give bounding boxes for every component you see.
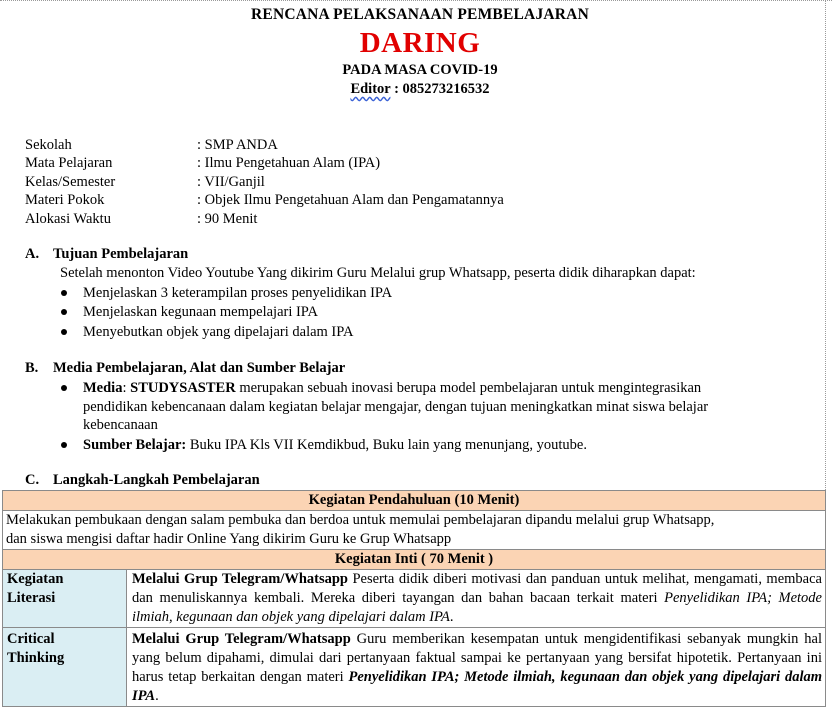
info-row-kelas <box>25 173 504 191</box>
inti-header: Kegiatan Inti ( 70 Menit ) <box>3 550 826 570</box>
critical-content <box>127 628 826 707</box>
section-letter: A. <box>25 246 40 262</box>
bullet-icon <box>61 442 67 448</box>
learning-steps-table <box>2 490 826 707</box>
bullet-icon <box>61 329 67 335</box>
bullet-icon <box>61 309 67 315</box>
critical-via: Melalui Grup Telegram/Whatsapp <box>132 631 351 647</box>
info-value: : Objek Ilmu Pengetahuan Alam dan Pengamatannya <box>197 192 504 209</box>
literasi-topic: Penyelidikan IPA; Metode ilmiah, kegunaan dan objek yang dipelajari dalam IPA <box>132 590 822 625</box>
pendahuluan-header: Kegiatan Pendahuluan (10 Menit) <box>3 491 826 511</box>
info-value: : 90 Menit <box>197 210 258 227</box>
pendahuluan-cell <box>3 511 826 550</box>
sumber-value: Buku IPA Kls VII Kemdikbud, Buku lain yang menunjang, youtube. <box>186 437 587 453</box>
section-c-title <box>25 472 260 489</box>
literasi-text: Peserta didik diberi motivasi dan panduan untuk melihat, mengamati, membaca dan menuliskannya kembali. Mereka diberi tayangan dan bahan bacaan terkait materi <box>132 571 822 606</box>
document-title: RENCANA PELAKSANAAN PEMBELAJARAN <box>251 6 589 23</box>
section-a-intro: Setelah menonton Video Youtube Yang dikirim Guru Melalui grup Whatsapp, peserta didik diharapkan dapat: <box>60 265 696 281</box>
section-a-title <box>25 246 188 263</box>
info-label: Kelas/Semester <box>25 173 116 190</box>
section-b-title <box>25 360 345 377</box>
mode-title: DARING <box>359 27 481 59</box>
section-title-text: Tujuan Pembelajaran <box>53 246 189 262</box>
info-label: Materi Pokok <box>25 192 105 209</box>
info-label: Alokasi Waktu <box>25 210 111 227</box>
editor-value: : 085273216532 <box>390 81 490 97</box>
media-name: STUDYSASTER <box>130 380 236 396</box>
critical-topic: Penyelidikan IPA; Metode ilmiah, kegunaan dan objek yang dipelajari dalam IPA <box>132 669 823 704</box>
literasi-content <box>127 570 826 628</box>
bullet-icon <box>61 385 67 391</box>
media-line-3: kebencanaan <box>83 417 158 433</box>
info-value: : SMP ANDA <box>197 137 278 153</box>
media-line-2: pendidikan kebencanaan dalam kegiatan belajar mengajar, dengan tujuan meningkatkan minat siswa belajar <box>83 399 709 415</box>
critical-label-2: Thinking <box>7 650 65 666</box>
literasi-label-cell <box>3 570 127 628</box>
info-value: : VII/Ganjil <box>197 173 265 190</box>
media-label: Media <box>83 380 123 396</box>
objective-item: Menjelaskan kegunaan mempelajari IPA <box>83 304 319 320</box>
section-letter: C. <box>25 472 40 488</box>
literasi-via: Melalui Grup Telegram/Whatsapp <box>132 571 348 587</box>
info-row-mapel <box>25 154 504 172</box>
page-top-border <box>0 0 832 1</box>
objective-item: Menjelaskan 3 keterampilan proses penyelidikan IPA <box>83 285 393 301</box>
info-label: Sekolah <box>25 137 72 153</box>
sumber-label: Sumber Belajar: <box>83 437 187 453</box>
literasi-label-2: Literasi <box>7 590 56 606</box>
info-row-sekolah <box>25 136 504 154</box>
literasi-end: . <box>449 609 454 625</box>
info-label: Mata Pelajaran <box>25 155 113 172</box>
media-line-1 <box>83 379 701 397</box>
critical-label-cell <box>3 628 127 707</box>
section-letter: B. <box>25 360 39 376</box>
media-separator: : <box>122 380 131 396</box>
media-desc: merupakan sebuah inovasi berupa model pembelajaran untuk mengintegrasikan <box>235 380 702 396</box>
critical-end: . <box>155 688 159 704</box>
literasi-label-1: Kegiatan <box>7 571 64 587</box>
critical-label-1: Critical <box>7 631 55 647</box>
info-value: : Ilmu Pengetahuan Alam (IPA) <box>197 155 381 172</box>
info-row-materi <box>25 191 504 209</box>
bullet-icon <box>61 290 67 296</box>
pendahuluan-line-2: dan siswa mengisi daftar hadir Online Yang dikirim Guru ke Grup Whatsapp <box>6 531 452 547</box>
section-title-text: Langkah-Langkah Pembelajaran <box>53 472 260 488</box>
section-title-text: Media Pembelajaran, Alat dan Sumber Belajar <box>53 360 346 376</box>
editor-line <box>0 81 834 98</box>
info-row-alokasi <box>25 210 504 228</box>
editor-label: Editor <box>350 81 391 97</box>
document-subtitle: PADA MASA COVID-19 <box>342 62 498 78</box>
objective-item: Menyebutkan objek yang dipelajari dalam IPA <box>83 324 354 340</box>
sumber-line <box>83 436 587 454</box>
critical-text: Guru memberikan kesempatan untuk mengidentifikasi sebanyak mungkin hal yang belum dipahami, dimulai dari pertanyaan faktual sampai ke pertanyaan yang bersifat hipotetik. Pertanyaan ini harus tetap berkaitan dengan materi <box>132 631 822 685</box>
identity-block <box>25 136 504 228</box>
pendahuluan-line-1: Melakukan pembukaan dengan salam pembuka dan berdoa untuk memulai pembelajaran dipandu melalui grup Whatsapp, <box>6 512 715 528</box>
